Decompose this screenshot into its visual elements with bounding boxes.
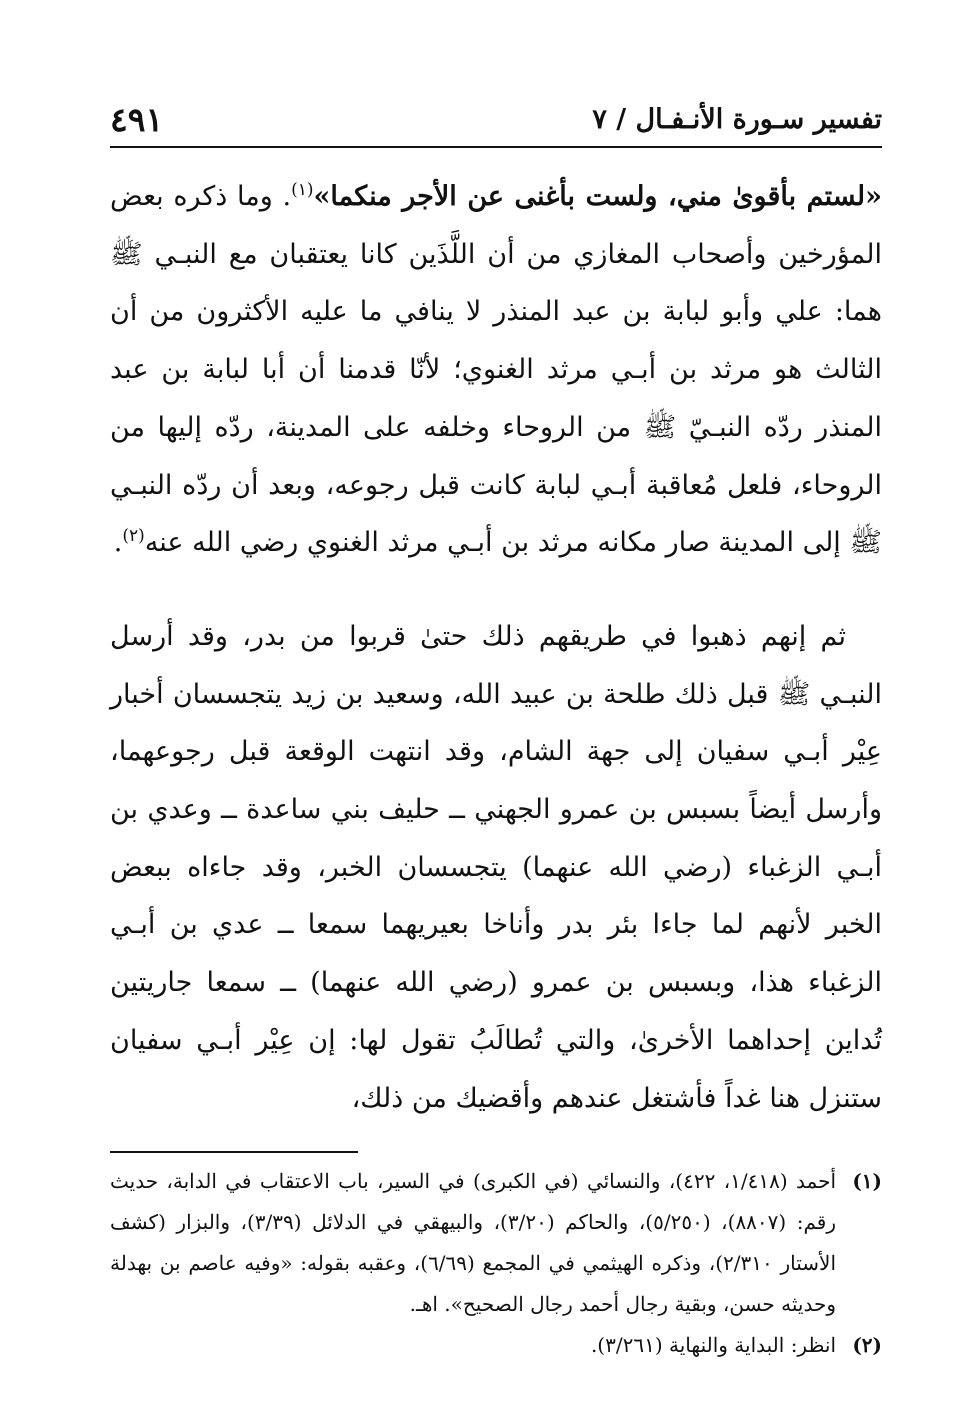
page-number: ٤٩١ — [110, 100, 164, 139]
page-header — [110, 100, 882, 148]
footnote-text-2: انظر: البداية والنهاية (٣/٢٦١). — [590, 1333, 836, 1358]
main-text — [110, 168, 882, 1127]
footnote-1 — [110, 1161, 882, 1325]
paragraph-1-end: . — [113, 527, 123, 559]
footnote-separator — [110, 1151, 358, 1153]
running-title: تفسير سـورة الأنـفـال / ٧ — [592, 104, 882, 135]
footnote-text-1: أحمد (١/٤١٨، ٤٢٢)، والنسائي (في الكبرى) في السير، باب الاعتقاب في الدابة، حديث رقم: (٨٨٠٧)، (٥/٢٥٠)، والحاكم (٣/٢٠)، والبيهقي في الدلائل (٣/٣٩)، والبزار (كشف الأستار ٢/٣١٠)، وذكره الهيثمي في المجمع (٦/٦٩)، وعقبه بقوله: «وفيه عاصم بن بهدلة وحديثه حسن، وبقية رجال أحمد رجال الصحيح». اهـ. — [110, 1169, 837, 1317]
footnote-2 — [110, 1325, 882, 1366]
paragraph-2-text: ثم إنهم ذهبوا في طريقهم ذلك حتىٰ قربوا من بدر، وقد أرسل النبـي ﷺ قبل ذلك طلحة بن عبيد الله، وسعيد بن زيد يتجسسان أخبار عِيْر أبـي سفيان إلى جهة الشام، وقد انتهت الوقعة قبل رجوعهما، وأرسل أيضاً بسبس بن عمرو الجهني ــ حليف بني ساعدة ــ وعدي بن أبـي الزغباء (رضي الله عنهما) يتجسسان الخبر، وقد جاءاه ببعض الخبر لأنهم لما جاءا بئر بدر وأناخا بعيريهما سمعا ــ عدي بن أبـي الزغباء هذا، وبسبس بن عمرو (رضي الله عنهما) ــ سمعا جاريتين تُداين إحداهما الأخرىٰ، والتي تُطالَبُ تقول لها: إن عِيْر أبـي سفيان ستنزل هنا غداً فأشتغل عندهم وأقضيك من ذلك، — [110, 620, 882, 1114]
footnote-marker-1: (١) — [852, 1169, 882, 1194]
paragraph-1 — [110, 168, 882, 572]
paragraph-2 — [110, 608, 882, 1127]
footnote-ref-1[interactable]: (١) — [291, 180, 314, 200]
footnote-marker-2: (٢) — [852, 1333, 882, 1358]
book-page — [110, 100, 882, 1366]
footnotes — [110, 1161, 882, 1366]
footnote-ref-2[interactable]: (٢) — [122, 526, 145, 547]
hadith-quote: «لستم بأقوىٰ مني، ولست بأغنى عن الأجر منكما» — [313, 181, 882, 212]
paragraph-1-text: . وما ذكره بعض المؤرخين وأصحاب المغازي من أن اللَّذَين كانا يعتقبان مع النبـي ﷺ هما: علي وأبو لبابة بن عبد المنذر لا ينافي ما عليه الأكثرون من أن الثالث هو مرثد بن أبـي مرثد الغنوي؛ لأنّا قدمنا أن أبا لبابة بن عبد المنذر ردّه النبـيّ ﷺ من الروحاء وخلفه على المدينة، ردّه إليها من الروحاء، فلعل مُعاقبة أبـي لبابة كانت قبل رجوعه، وبعد أن ردّه النبـي ﷺ إلى المدينة صار مكانه مرثد بن أبـي مرثد الغنوي رضي الله عنه — [110, 181, 882, 559]
